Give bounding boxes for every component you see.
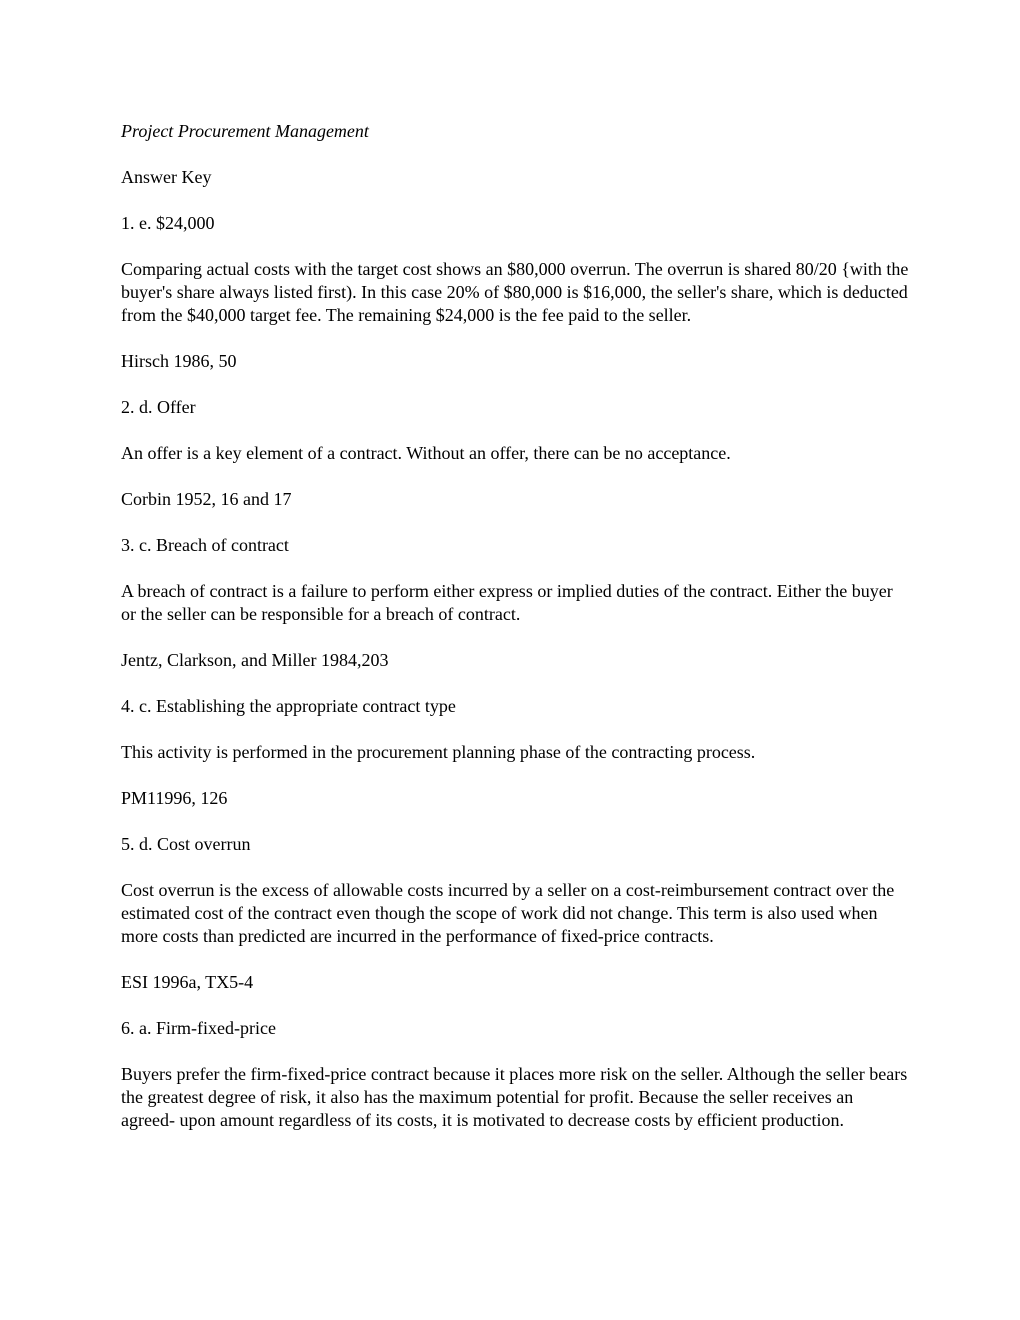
answer-1: 1. e. $24,000 bbox=[121, 213, 215, 233]
explanation-2: An offer is a key element of a contract. Without an offer, there can be no acceptance. bbox=[121, 443, 731, 463]
reference-2: Corbin 1952, 16 and 17 bbox=[121, 489, 292, 509]
explanation-1: Comparing actual costs with the target cost shows an $80,000 overrun. The overrun is shared 80/20 {with the buyer's share always listed first). In this case 20% of $80,000 is $16,000, the seller's share, which is deducted from the $40,000 target fee. The remaining $24,000 is the fee paid to the seller. bbox=[121, 259, 909, 325]
explanation-4: This activity is performed in the procurement planning phase of the contracting process. bbox=[121, 742, 756, 762]
answer-5: 5. d. Cost overrun bbox=[121, 834, 251, 854]
document-subtitle: Answer Key bbox=[121, 167, 212, 187]
answer-2: 2. d. Offer bbox=[121, 397, 196, 417]
explanation-5: Cost overrun is the excess of allowable costs incurred by a seller on a cost-reimbursement contract over the estimated cost of the contract even though the scope of work did not change. This term is also used when more costs than predicted are incurred in the performance of fixed-price contracts. bbox=[121, 880, 895, 946]
answer-6: 6. a. Firm-fixed-price bbox=[121, 1018, 276, 1038]
explanation-3: A breach of contract is a failure to perform either express or implied duties of the contract. Either the buyer or the seller can be responsible for a breach of contract. bbox=[121, 581, 893, 624]
answer-4: 4. c. Establishing the appropriate contract type bbox=[121, 696, 456, 716]
reference-3: Jentz, Clarkson, and Miller 1984,203 bbox=[121, 650, 389, 670]
reference-1: Hirsch 1986, 50 bbox=[121, 351, 237, 371]
document-page bbox=[121, 120, 911, 1155]
reference-5: ESI 1996a, TX5-4 bbox=[121, 972, 254, 992]
answer-3: 3. c. Breach of contract bbox=[121, 535, 289, 555]
document-title: Project Procurement Management bbox=[121, 121, 369, 141]
explanation-6: Buyers prefer the firm-fixed-price contract because it places more risk on the seller. Although the seller bears the greatest degree of risk, it also has the maximum potential for profit. Because the seller receives an agreed- upon amount regardless of its costs, it is motivated to decrease costs by efficient production. bbox=[121, 1064, 908, 1130]
reference-4: PM11996, 126 bbox=[121, 788, 228, 808]
